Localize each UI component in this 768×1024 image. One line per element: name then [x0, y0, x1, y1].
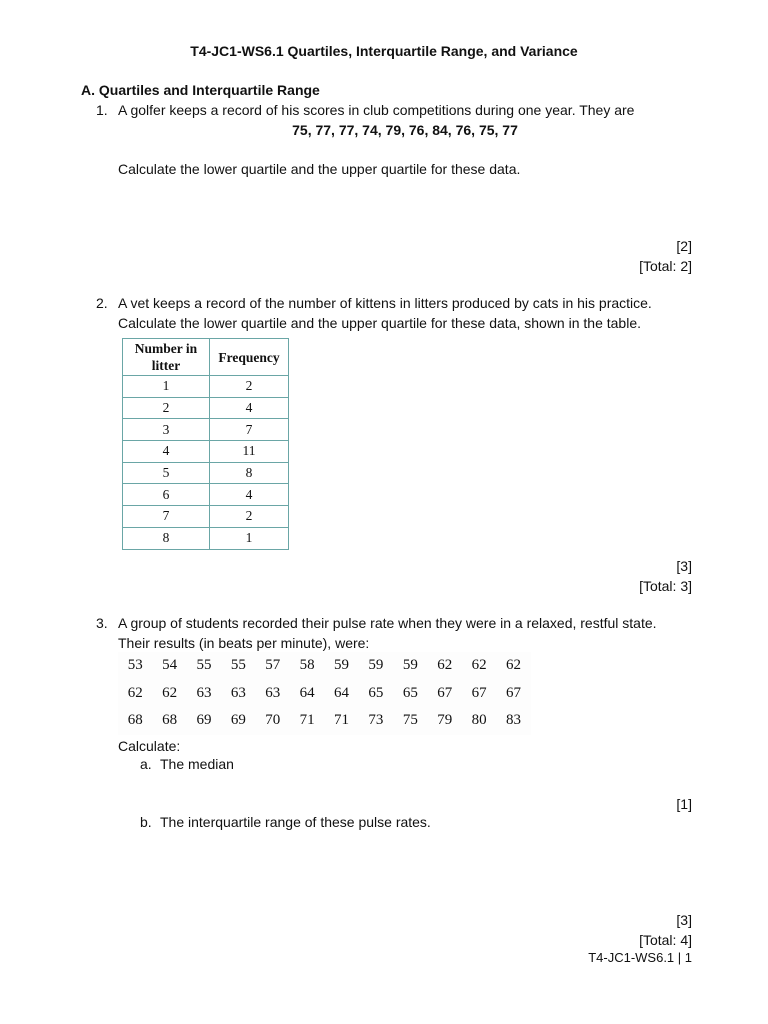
table-row — [123, 527, 289, 549]
pulse-row — [118, 652, 531, 680]
q3-part-b-label: b. — [140, 814, 152, 830]
q3-part-b-marks: [3] — [676, 912, 692, 928]
pulse-value: 75 — [402, 712, 418, 729]
pulse-value: 57 — [265, 657, 281, 674]
table-cell: 4 — [210, 484, 289, 506]
pulse-value: 63 — [196, 684, 212, 701]
table-row — [123, 376, 289, 398]
table-cell: 4 — [210, 397, 289, 419]
pulse-value: 62 — [162, 684, 178, 701]
pulse-value: 54 — [162, 657, 178, 674]
q3-part-a: The median — [160, 756, 234, 772]
q3-part-a-marks: [1] — [676, 796, 692, 812]
table-cell: 5 — [123, 462, 210, 484]
page-title: T4-JC1-WS6.1 Quartiles, Interquartile Range, and Variance — [190, 43, 578, 59]
table-cell: 7 — [210, 419, 289, 441]
table-header-number-in-litter: Number in litter — [123, 339, 210, 376]
table-cell: 8 — [210, 462, 289, 484]
pulse-rate-data — [118, 652, 531, 735]
table-cell: 3 — [123, 419, 210, 441]
q2-marks: [3] — [676, 558, 692, 574]
pulse-value: 53 — [127, 657, 143, 674]
table-row — [123, 419, 289, 441]
table-row — [123, 462, 289, 484]
pulse-value: 79 — [437, 712, 453, 729]
q3-number: 3. — [96, 615, 108, 631]
pulse-value: 63 — [265, 684, 281, 701]
pulse-value: 59 — [402, 657, 418, 674]
pulse-value: 62 — [437, 657, 453, 674]
pulse-value: 69 — [230, 712, 246, 729]
pulse-value: 64 — [334, 684, 350, 701]
pulse-value: 64 — [299, 684, 315, 701]
table-row — [123, 441, 289, 463]
table-row — [123, 397, 289, 419]
pulse-value: 71 — [334, 712, 350, 729]
q3-part-b: The interquartile range of these pulse rates. — [160, 814, 431, 830]
pulse-value: 71 — [299, 712, 315, 729]
table-header-frequency: Frequency — [210, 339, 289, 376]
pulse-value: 55 — [196, 657, 212, 674]
pulse-value: 62 — [127, 684, 143, 701]
pulse-row — [118, 707, 531, 735]
section-a-heading: A. Quartiles and Interquartile Range — [81, 82, 320, 98]
pulse-value: 62 — [471, 657, 487, 674]
pulse-value: 58 — [299, 657, 315, 674]
pulse-value: 83 — [505, 712, 521, 729]
page-footer: T4-JC1-WS6.1 | 1 — [588, 950, 692, 965]
table-row — [123, 484, 289, 506]
q2-total: [Total: 3] — [639, 578, 692, 594]
pulse-row — [118, 680, 531, 708]
table-cell: 1 — [123, 376, 210, 398]
q2-number: 2. — [96, 295, 108, 311]
pulse-value: 68 — [162, 712, 178, 729]
pulse-value: 73 — [368, 712, 384, 729]
table-cell: 8 — [123, 527, 210, 549]
q3-text-line2: Their results (in beats per minute), were: — [118, 635, 370, 651]
table-cell: 7 — [123, 506, 210, 528]
q1-instruction: Calculate the lower quartile and the upper quartile for these data. — [118, 161, 521, 177]
table-cell: 2 — [123, 397, 210, 419]
litter-frequency-table — [122, 338, 289, 550]
table-cell: 1 — [210, 527, 289, 549]
table-cell: 2 — [210, 506, 289, 528]
pulse-value: 69 — [196, 712, 212, 729]
pulse-value: 67 — [437, 684, 453, 701]
table-cell: 2 — [210, 376, 289, 398]
table-cell: 11 — [210, 441, 289, 463]
pulse-value: 80 — [471, 712, 487, 729]
pulse-value: 65 — [402, 684, 418, 701]
q2-text-line1: A vet keeps a record of the number of kittens in litters produced by cats in his practice. — [118, 295, 652, 311]
q1-data: 75, 77, 77, 74, 79, 76, 84, 76, 75, 77 — [292, 122, 518, 138]
table-cell: 4 — [123, 441, 210, 463]
pulse-value: 59 — [334, 657, 350, 674]
pulse-value: 62 — [505, 657, 521, 674]
pulse-value: 67 — [471, 684, 487, 701]
q1-text: A golfer keeps a record of his scores in club competitions during one year. They are — [118, 102, 635, 118]
q3-part-a-label: a. — [140, 756, 152, 772]
pulse-value: 59 — [368, 657, 384, 674]
q1-marks: [2] — [676, 238, 692, 254]
table-row — [123, 506, 289, 528]
pulse-value: 67 — [505, 684, 521, 701]
q3-text-line1: A group of students recorded their pulse rate when they were in a relaxed, restful state. — [118, 615, 657, 631]
pulse-value: 63 — [230, 684, 246, 701]
q3-calculate: Calculate: — [118, 738, 181, 754]
q1-total: [Total: 2] — [639, 258, 692, 274]
q3-total: [Total: 4] — [639, 932, 692, 948]
pulse-value: 55 — [230, 657, 246, 674]
pulse-value: 65 — [368, 684, 384, 701]
q2-text-line2: Calculate the lower quartile and the upper quartile for these data, shown in the table. — [118, 315, 641, 331]
pulse-value: 68 — [127, 712, 143, 729]
table-cell: 6 — [123, 484, 210, 506]
q1-number: 1. — [96, 102, 108, 118]
pulse-value: 70 — [265, 712, 281, 729]
